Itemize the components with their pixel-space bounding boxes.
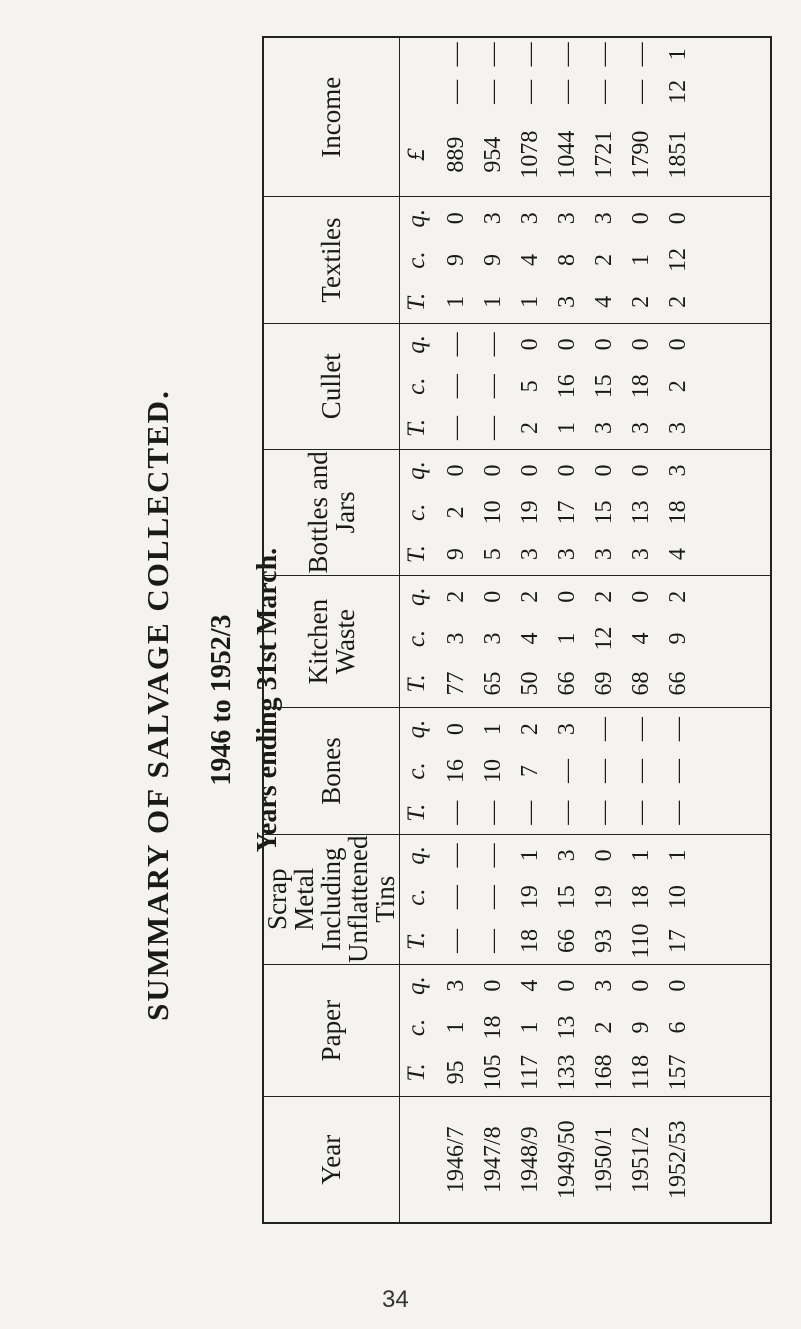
table-cell: 8 [554, 254, 580, 267]
period-note: Years ending 31st March. [252, 547, 283, 853]
year-cell: 1946/7 [443, 1126, 469, 1194]
table-cell: 18 [628, 374, 654, 399]
unit-c: c. [403, 888, 430, 906]
table-cell: 19 [591, 885, 617, 910]
table-cell: 16 [443, 758, 469, 783]
header-row [263, 37, 400, 1223]
data-body [434, 37, 771, 1223]
table-cell: 2 [443, 590, 469, 603]
value-column [434, 708, 771, 750]
table-cell: 50 [517, 671, 543, 696]
table-cell: 3 [591, 212, 617, 225]
value-column [434, 918, 771, 964]
table-cell: 3 [591, 979, 617, 992]
table-cell: 19 [517, 885, 543, 910]
table-cell: 0 [480, 979, 506, 992]
year-cell: 1949/50 [554, 1120, 580, 1200]
table-cell: 3 [591, 548, 617, 561]
table-cell: 133 [554, 1054, 580, 1091]
table-cell: 0 [591, 338, 617, 351]
table-cell: 4 [591, 295, 617, 308]
value-column [434, 660, 771, 708]
table-cell: 3 [554, 849, 580, 862]
table-cell: — [665, 800, 691, 825]
col-year: Year [263, 1097, 400, 1223]
table-cell: 118 [628, 1054, 654, 1090]
table-cell: — [554, 758, 580, 783]
table-cell: 2 [591, 1021, 617, 1034]
table-cell: 0 [665, 979, 691, 992]
table-cell: 65 [480, 671, 506, 696]
page-title: SUMMARY OF SALVAGE COLLECTED. [140, 389, 175, 1021]
table-cell: 117 [517, 1054, 543, 1090]
table-cell: 4 [665, 548, 691, 561]
table-cell: — [480, 843, 506, 868]
value-column [434, 533, 771, 575]
table-cell: — [443, 42, 469, 67]
table-cell: — [665, 717, 691, 742]
year-cell: 1947/8 [480, 1126, 506, 1194]
table-cell: 110 [628, 923, 654, 959]
unit-c: c. [403, 762, 430, 780]
table-cell: 3 [591, 422, 617, 434]
table-cell: 1 [554, 632, 580, 645]
table-cell: 1044 [554, 130, 580, 179]
unit-t: T. [400, 1048, 435, 1096]
unit-t: T. [400, 660, 435, 708]
unit-c: c. [403, 251, 430, 269]
table-cell: — [628, 800, 654, 825]
table-cell: — [480, 929, 506, 954]
unit-c: c. [403, 629, 430, 648]
table-cell: 2 [628, 295, 654, 308]
table-cell: — [554, 42, 580, 67]
table-cell: 77 [443, 671, 469, 696]
value-column [434, 876, 771, 918]
table-cell: 12 [665, 79, 691, 104]
table-cell: — [443, 374, 469, 399]
table-cell: 168 [591, 1054, 617, 1091]
table-cell: — [591, 800, 617, 825]
table-cell: 3 [628, 548, 654, 561]
table-cell: — [517, 42, 543, 67]
col-cullet: Cullet [263, 323, 400, 449]
table-cell: — [628, 42, 654, 67]
unit-q: q. [403, 976, 430, 996]
table-cell: 66 [554, 929, 580, 954]
table-cell: 3 [443, 979, 469, 992]
value-column [434, 575, 771, 617]
table-cell: 18 [517, 929, 543, 954]
unit-q: q. [403, 335, 430, 354]
table-cell: 3 [517, 212, 543, 225]
table-cell: 1 [480, 295, 506, 308]
table-cell: 3 [554, 548, 580, 561]
table-cell: 0 [517, 464, 543, 477]
unit-q: q. [403, 845, 430, 865]
table-cell: — [517, 79, 543, 104]
table-cell: 0 [443, 464, 469, 477]
table-cell: 17 [665, 929, 691, 954]
table-cell: 2 [665, 295, 691, 308]
col-kitchen-waste: Kitchen Waste [263, 575, 400, 707]
unit-t: T. [400, 533, 435, 575]
table-cell: 0 [591, 464, 617, 477]
value-column [434, 617, 771, 659]
table-cell: 0 [665, 338, 691, 351]
table-cell: — [628, 758, 654, 783]
page-number: 34 [382, 1286, 409, 1313]
table-cell: 10 [480, 758, 506, 783]
table-cell: 3 [443, 632, 469, 645]
table-cell: 2 [591, 254, 617, 267]
table-cell: 3 [665, 464, 691, 477]
unit-t: T. [400, 918, 435, 964]
col-textiles: Textiles [263, 197, 400, 323]
col-paper: Paper [263, 964, 400, 1096]
table-cell: 9 [443, 548, 469, 561]
table-cell: 1 [517, 849, 543, 862]
table-cell: — [480, 332, 506, 357]
table-cell: — [591, 42, 617, 67]
table-cell: — [443, 885, 469, 910]
table-cell: — [628, 717, 654, 742]
value-column [434, 1006, 771, 1048]
table-cell: 0 [554, 590, 580, 603]
table-cell: 3 [665, 422, 691, 434]
unit-t: T. [400, 792, 435, 834]
value-column [434, 281, 771, 323]
table-cell: 1078 [517, 130, 543, 179]
table-cell: 18 [665, 500, 691, 525]
table-cell: 1790 [628, 130, 654, 179]
value-column [434, 239, 771, 281]
value-column [434, 491, 771, 533]
unit-c: c. [403, 1018, 430, 1037]
table-cell: 68 [628, 671, 654, 696]
table-cell: 12 [591, 626, 617, 651]
value-column [434, 37, 771, 71]
table-cell: 1 [665, 48, 691, 61]
value-column [434, 834, 771, 876]
unit-q: q. [403, 587, 430, 607]
value-column [434, 964, 771, 1006]
table-cell: 4 [628, 632, 654, 645]
year-cell: 1952/53 [665, 1120, 691, 1200]
year-cell: 1948/9 [517, 1126, 543, 1194]
unit-c: c. [403, 503, 430, 522]
table-cell: — [665, 758, 691, 783]
value-column [434, 113, 771, 197]
table-cell: 3 [554, 295, 580, 308]
table-cell: 95 [443, 1060, 469, 1085]
table-cell: 0 [517, 338, 543, 351]
table-cell: 1 [480, 723, 506, 736]
table-cell: 0 [480, 590, 506, 603]
table-cell: 0 [591, 849, 617, 862]
table-cell: — [591, 717, 617, 742]
table-cell: 15 [554, 885, 580, 910]
table-cell: 17 [554, 500, 580, 525]
value-column [434, 365, 771, 407]
table-cell: 9 [443, 254, 469, 267]
table-cell: — [480, 374, 506, 399]
unit-q: q. [403, 461, 430, 480]
table-cell: 3 [517, 548, 543, 561]
table-cell: 1 [554, 422, 580, 434]
table-cell: — [628, 79, 654, 104]
table-cell: — [517, 800, 543, 825]
table-cell: 69 [591, 671, 617, 696]
table-cell: 1 [443, 1021, 469, 1034]
table-cell: 93 [591, 929, 617, 954]
table-cell: 0 [554, 338, 580, 351]
table-cell: 0 [628, 590, 654, 603]
table-cell: 0 [554, 464, 580, 477]
value-column [434, 71, 771, 113]
col-scrap-metal: Scrap Metal Including Unflattened Tins [262, 835, 400, 963]
table-cell: 2 [665, 380, 691, 393]
table-cell: 66 [665, 671, 691, 696]
table-cell: 7 [517, 764, 543, 777]
value-column [434, 792, 771, 834]
salvage-table-wrapper [262, 36, 772, 1224]
table-cell: 3 [554, 723, 580, 736]
table-cell: 6 [665, 1021, 691, 1034]
table-cell: 1 [517, 1021, 543, 1034]
table-cell: 10 [665, 885, 691, 910]
table-cell: 4 [517, 979, 543, 992]
unit-t: T. [400, 407, 435, 449]
table-cell: 18 [480, 1015, 506, 1040]
table-cell: 5 [480, 548, 506, 561]
table-cell: 2 [517, 723, 543, 736]
table-cell: 0 [628, 212, 654, 225]
table-cell: 1721 [591, 130, 617, 179]
table-cell: 3 [480, 632, 506, 645]
unit-q: q. [403, 719, 430, 739]
col-bottles-jars: Bottles and Jars [263, 449, 400, 575]
unit-row [400, 37, 435, 1223]
table-cell: 0 [628, 464, 654, 477]
unit-c: c. [403, 377, 430, 395]
table-cell: 5 [517, 380, 543, 393]
table-cell: 1 [665, 849, 691, 862]
table-cell: — [443, 800, 469, 825]
table-cell: 0 [665, 212, 691, 225]
table-cell: 18 [628, 885, 654, 910]
table-cell: 9 [628, 1021, 654, 1034]
table-cell: — [480, 42, 506, 67]
table-cell: 4 [517, 254, 543, 267]
table-cell: 19 [517, 500, 543, 525]
table-cell: — [554, 800, 580, 825]
col-bones: Bones [263, 708, 400, 834]
unit-pound: £ [400, 113, 435, 197]
table-cell: 0 [480, 464, 506, 477]
table-cell: 157 [665, 1054, 691, 1091]
table-cell: 16 [554, 374, 580, 399]
table-cell: — [554, 79, 580, 104]
table-cell: 1 [443, 295, 469, 308]
table-cell: — [480, 79, 506, 104]
table-cell: 10 [480, 500, 506, 525]
table-cell: 13 [554, 1015, 580, 1040]
value-column [434, 197, 771, 239]
value-column [434, 1048, 771, 1096]
value-column [434, 323, 771, 365]
table-cell: 1851 [665, 130, 691, 179]
table-cell: 4 [517, 632, 543, 645]
table-cell: — [480, 800, 506, 825]
year-cells [434, 1097, 771, 1223]
col-income: Income [263, 37, 400, 197]
unit-q: q. [403, 208, 430, 228]
table-cell: — [480, 416, 506, 440]
table-cell: 2 [517, 422, 543, 434]
table-cell: — [443, 79, 469, 104]
salvage-table [262, 36, 772, 1224]
unit-t: T. [400, 281, 435, 323]
table-cell: 0 [628, 338, 654, 351]
table-cell: 889 [443, 136, 469, 173]
table-cell: 15 [591, 374, 617, 399]
table-cell: 1 [628, 849, 654, 862]
table-cell: 3 [628, 422, 654, 434]
year-cell: 1951/2 [628, 1126, 654, 1194]
table-cell: 105 [480, 1054, 506, 1091]
table-cell: 12 [665, 248, 691, 273]
table-cell: 13 [628, 500, 654, 525]
value-column [434, 750, 771, 792]
value-column [434, 407, 771, 449]
table-cell: — [591, 79, 617, 104]
table-cell: 0 [443, 723, 469, 736]
table-cell: 9 [480, 254, 506, 267]
table-cell: 2 [665, 590, 691, 603]
table-cell: 2 [591, 590, 617, 603]
table-cell: 2 [443, 506, 469, 519]
page-subtitle: 1946 to 1952/3 [206, 614, 237, 786]
year-cell: 1950/1 [591, 1126, 617, 1194]
table-cell: 954 [480, 136, 506, 173]
table-cell: 1 [628, 254, 654, 267]
table-cell: 0 [554, 979, 580, 992]
table-cell: 66 [554, 671, 580, 696]
table-cell: — [443, 416, 469, 440]
table-cell: 0 [443, 212, 469, 225]
table-cell: 15 [591, 500, 617, 525]
table-cell: 3 [554, 212, 580, 225]
table-cell: — [480, 885, 506, 910]
table-cell: — [443, 332, 469, 357]
table-cell: 0 [628, 979, 654, 992]
table-cell: — [591, 758, 617, 783]
table-cell: — [443, 843, 469, 868]
table-cell: 2 [517, 590, 543, 603]
table-cell: — [443, 929, 469, 954]
value-column [434, 449, 771, 491]
table-cell: 3 [480, 212, 506, 225]
table-cell: 1 [517, 295, 543, 308]
table-cell: 9 [665, 632, 691, 645]
